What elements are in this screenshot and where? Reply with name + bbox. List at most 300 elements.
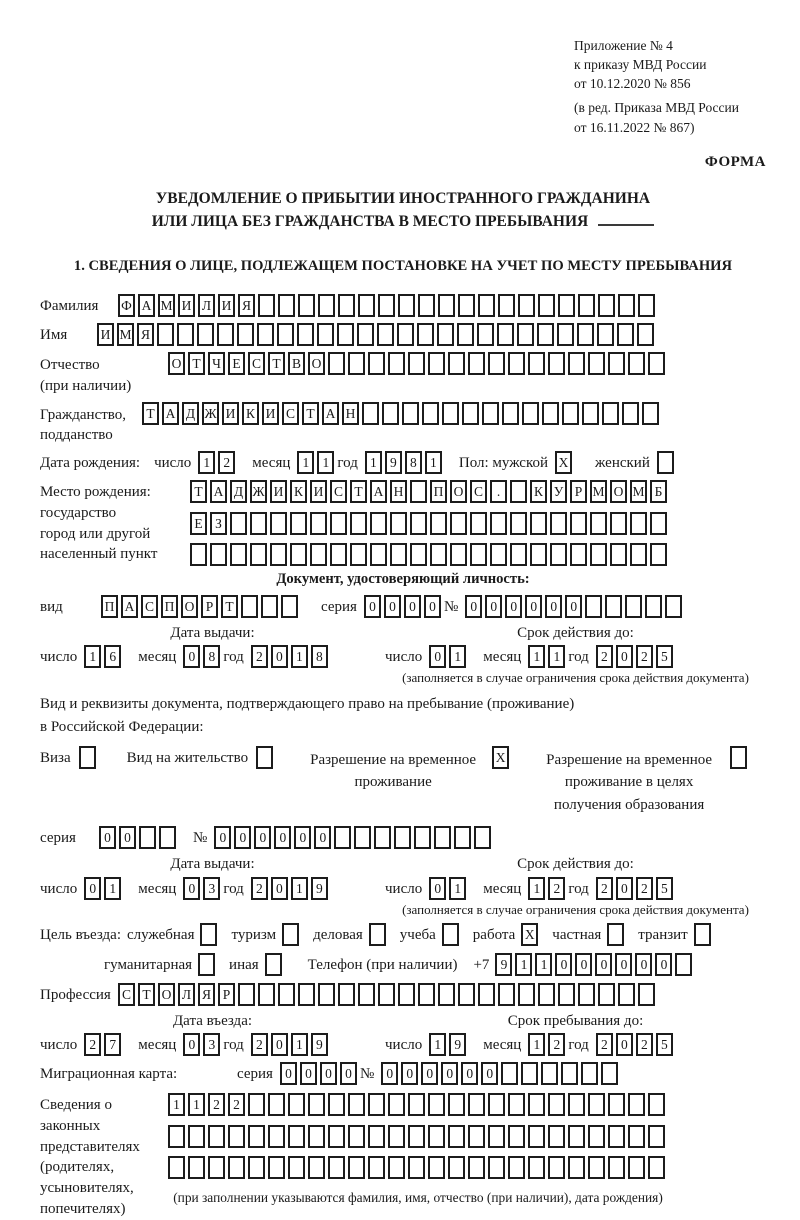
char-box[interactable]: Ж bbox=[202, 402, 219, 425]
char-box[interactable]: Р bbox=[218, 983, 235, 1006]
char-box[interactable] bbox=[648, 1156, 665, 1179]
char-box[interactable] bbox=[557, 323, 574, 346]
char-box[interactable] bbox=[588, 1125, 605, 1148]
char-box[interactable] bbox=[374, 826, 391, 849]
char-box[interactable]: 0 bbox=[271, 1033, 288, 1056]
char-box[interactable]: 0 bbox=[525, 595, 542, 618]
char-box[interactable]: 0 bbox=[183, 1033, 200, 1056]
char-box[interactable] bbox=[607, 923, 624, 946]
char-box[interactable]: 0 bbox=[616, 877, 633, 900]
char-box[interactable] bbox=[530, 512, 547, 535]
char-box[interactable] bbox=[568, 1125, 585, 1148]
char-box[interactable] bbox=[317, 323, 334, 346]
char-box[interactable]: 1 bbox=[449, 645, 466, 668]
char-box[interactable]: 0 bbox=[274, 826, 291, 849]
char-box[interactable] bbox=[410, 480, 427, 503]
char-box[interactable] bbox=[200, 923, 217, 946]
char-box[interactable]: 0 bbox=[320, 1062, 337, 1085]
char-box[interactable] bbox=[410, 512, 427, 535]
char-box[interactable]: 2 bbox=[636, 645, 653, 668]
char-box[interactable] bbox=[548, 1125, 565, 1148]
char-box[interactable]: 0 bbox=[481, 1062, 498, 1085]
char-box[interactable] bbox=[197, 323, 214, 346]
char-box[interactable] bbox=[598, 983, 615, 1006]
char-box[interactable]: Т bbox=[190, 480, 207, 503]
char-box[interactable]: 1 bbox=[291, 877, 308, 900]
char-box[interactable] bbox=[348, 352, 365, 375]
char-box[interactable] bbox=[250, 543, 267, 566]
char-box[interactable] bbox=[588, 352, 605, 375]
char-box[interactable] bbox=[428, 1093, 445, 1116]
char-box[interactable]: 8 bbox=[203, 645, 220, 668]
char-box[interactable]: 9 bbox=[495, 953, 512, 976]
char-box[interactable]: К bbox=[290, 480, 307, 503]
char-box[interactable] bbox=[241, 595, 258, 618]
char-box[interactable]: 0 bbox=[485, 595, 502, 618]
char-box[interactable]: Е bbox=[190, 512, 207, 535]
char-box[interactable] bbox=[650, 543, 667, 566]
char-box[interactable] bbox=[318, 983, 335, 1006]
char-box[interactable] bbox=[188, 1125, 205, 1148]
char-box[interactable] bbox=[510, 480, 527, 503]
char-box[interactable]: 1 bbox=[528, 1033, 545, 1056]
char-box[interactable]: У bbox=[550, 480, 567, 503]
char-box[interactable]: С bbox=[118, 983, 135, 1006]
char-box[interactable] bbox=[598, 294, 615, 317]
char-box[interactable] bbox=[362, 402, 379, 425]
char-box[interactable] bbox=[448, 352, 465, 375]
char-box[interactable] bbox=[488, 352, 505, 375]
char-box[interactable]: 5 bbox=[656, 645, 673, 668]
char-box[interactable] bbox=[388, 352, 405, 375]
char-box[interactable] bbox=[608, 1156, 625, 1179]
char-box[interactable]: А bbox=[138, 294, 155, 317]
char-box[interactable] bbox=[468, 1156, 485, 1179]
char-box[interactable]: А bbox=[162, 402, 179, 425]
char-box[interactable]: И bbox=[310, 480, 327, 503]
char-box[interactable] bbox=[508, 352, 525, 375]
char-box[interactable]: 0 bbox=[384, 595, 401, 618]
char-box[interactable]: Я bbox=[238, 294, 255, 317]
char-box[interactable]: 1 bbox=[198, 451, 215, 474]
char-box[interactable]: Т bbox=[221, 595, 238, 618]
char-box[interactable] bbox=[198, 953, 215, 976]
char-box[interactable]: С bbox=[470, 480, 487, 503]
char-box[interactable] bbox=[398, 294, 415, 317]
char-box[interactable]: 0 bbox=[616, 645, 633, 668]
char-box[interactable]: X bbox=[492, 746, 509, 769]
char-box[interactable] bbox=[139, 826, 156, 849]
char-box[interactable] bbox=[581, 1062, 598, 1085]
char-box[interactable]: И bbox=[270, 480, 287, 503]
char-box[interactable] bbox=[528, 1156, 545, 1179]
char-box[interactable]: 0 bbox=[555, 953, 572, 976]
char-box[interactable]: 2 bbox=[84, 1033, 101, 1056]
char-box[interactable] bbox=[388, 1125, 405, 1148]
char-box[interactable]: И bbox=[97, 323, 114, 346]
char-box[interactable]: 0 bbox=[565, 595, 582, 618]
char-box[interactable]: Б bbox=[650, 480, 667, 503]
char-box[interactable] bbox=[278, 294, 295, 317]
char-box[interactable]: 1 bbox=[429, 1033, 446, 1056]
char-box[interactable] bbox=[258, 983, 275, 1006]
char-box[interactable] bbox=[434, 826, 451, 849]
char-box[interactable] bbox=[268, 1093, 285, 1116]
char-box[interactable]: 2 bbox=[208, 1093, 225, 1116]
char-box[interactable]: Е bbox=[228, 352, 245, 375]
char-box[interactable] bbox=[390, 512, 407, 535]
char-box[interactable]: А bbox=[121, 595, 138, 618]
char-box[interactable]: 2 bbox=[636, 1033, 653, 1056]
char-box[interactable] bbox=[638, 983, 655, 1006]
char-box[interactable] bbox=[438, 294, 455, 317]
char-box[interactable]: Л bbox=[178, 983, 195, 1006]
char-box[interactable] bbox=[428, 1156, 445, 1179]
char-box[interactable] bbox=[665, 595, 682, 618]
char-box[interactable] bbox=[468, 352, 485, 375]
char-box[interactable] bbox=[528, 352, 545, 375]
char-box[interactable] bbox=[237, 323, 254, 346]
char-box[interactable]: 2 bbox=[251, 877, 268, 900]
char-box[interactable]: 1 bbox=[528, 645, 545, 668]
char-box[interactable] bbox=[501, 1062, 518, 1085]
char-box[interactable]: 0 bbox=[300, 1062, 317, 1085]
char-box[interactable] bbox=[585, 595, 602, 618]
char-box[interactable]: О bbox=[610, 480, 627, 503]
char-box[interactable] bbox=[414, 826, 431, 849]
char-box[interactable] bbox=[238, 983, 255, 1006]
char-box[interactable] bbox=[328, 1125, 345, 1148]
char-box[interactable]: С bbox=[141, 595, 158, 618]
char-box[interactable]: 0 bbox=[401, 1062, 418, 1085]
char-box[interactable]: Ф bbox=[118, 294, 135, 317]
char-box[interactable] bbox=[548, 1093, 565, 1116]
char-box[interactable]: 3 bbox=[203, 877, 220, 900]
char-box[interactable] bbox=[510, 512, 527, 535]
char-box[interactable] bbox=[370, 512, 387, 535]
char-box[interactable]: О bbox=[181, 595, 198, 618]
char-box[interactable] bbox=[474, 826, 491, 849]
char-box[interactable]: В bbox=[288, 352, 305, 375]
char-box[interactable] bbox=[610, 543, 627, 566]
char-box[interactable]: 8 bbox=[405, 451, 422, 474]
char-box[interactable] bbox=[630, 512, 647, 535]
char-box[interactable] bbox=[477, 323, 494, 346]
char-box[interactable] bbox=[408, 1125, 425, 1148]
char-box[interactable] bbox=[541, 1062, 558, 1085]
char-box[interactable] bbox=[570, 543, 587, 566]
char-box[interactable] bbox=[588, 1156, 605, 1179]
char-box[interactable]: 2 bbox=[251, 645, 268, 668]
char-box[interactable] bbox=[430, 512, 447, 535]
char-box[interactable] bbox=[377, 323, 394, 346]
char-box[interactable]: 6 bbox=[104, 645, 121, 668]
char-box[interactable]: 9 bbox=[385, 451, 402, 474]
char-box[interactable] bbox=[250, 512, 267, 535]
char-box[interactable]: 0 bbox=[595, 953, 612, 976]
char-box[interactable] bbox=[568, 352, 585, 375]
char-box[interactable]: С bbox=[248, 352, 265, 375]
char-box[interactable] bbox=[217, 323, 234, 346]
char-box[interactable] bbox=[645, 595, 662, 618]
char-box[interactable] bbox=[488, 1156, 505, 1179]
char-box[interactable]: 1 bbox=[168, 1093, 185, 1116]
char-box[interactable] bbox=[675, 953, 692, 976]
char-box[interactable] bbox=[648, 352, 665, 375]
char-box[interactable]: 1 bbox=[449, 877, 466, 900]
char-box[interactable] bbox=[168, 1156, 185, 1179]
char-box[interactable]: 0 bbox=[429, 877, 446, 900]
char-box[interactable] bbox=[538, 294, 555, 317]
char-box[interactable] bbox=[448, 1093, 465, 1116]
char-box[interactable]: А bbox=[322, 402, 339, 425]
char-box[interactable] bbox=[418, 983, 435, 1006]
char-box[interactable] bbox=[657, 451, 674, 474]
char-box[interactable]: 0 bbox=[271, 877, 288, 900]
char-box[interactable]: 1 bbox=[515, 953, 532, 976]
char-box[interactable] bbox=[159, 826, 176, 849]
char-box[interactable] bbox=[522, 402, 539, 425]
char-box[interactable] bbox=[290, 543, 307, 566]
char-box[interactable] bbox=[508, 1156, 525, 1179]
char-box[interactable] bbox=[642, 402, 659, 425]
char-box[interactable] bbox=[608, 352, 625, 375]
char-box[interactable]: 0 bbox=[441, 1062, 458, 1085]
char-box[interactable] bbox=[256, 746, 273, 769]
char-box[interactable] bbox=[288, 1125, 305, 1148]
char-box[interactable] bbox=[638, 294, 655, 317]
char-box[interactable] bbox=[610, 512, 627, 535]
char-box[interactable]: X bbox=[521, 923, 538, 946]
char-box[interactable] bbox=[558, 294, 575, 317]
char-box[interactable] bbox=[568, 1093, 585, 1116]
char-box[interactable] bbox=[337, 323, 354, 346]
char-box[interactable]: 0 bbox=[294, 826, 311, 849]
char-box[interactable] bbox=[448, 1125, 465, 1148]
char-box[interactable]: 0 bbox=[465, 595, 482, 618]
char-box[interactable] bbox=[458, 983, 475, 1006]
char-box[interactable]: Я bbox=[198, 983, 215, 1006]
char-box[interactable]: 2 bbox=[596, 1033, 613, 1056]
char-box[interactable]: 0 bbox=[381, 1062, 398, 1085]
char-box[interactable]: И bbox=[178, 294, 195, 317]
char-box[interactable]: П bbox=[430, 480, 447, 503]
char-box[interactable]: 0 bbox=[84, 877, 101, 900]
char-box[interactable] bbox=[548, 1156, 565, 1179]
char-box[interactable]: 0 bbox=[183, 645, 200, 668]
char-box[interactable]: Т bbox=[188, 352, 205, 375]
char-box[interactable] bbox=[482, 402, 499, 425]
char-box[interactable] bbox=[462, 402, 479, 425]
char-box[interactable] bbox=[637, 323, 654, 346]
char-box[interactable]: С bbox=[330, 480, 347, 503]
char-box[interactable] bbox=[261, 595, 278, 618]
char-box[interactable] bbox=[618, 983, 635, 1006]
char-box[interactable]: 5 bbox=[656, 877, 673, 900]
char-box[interactable] bbox=[542, 402, 559, 425]
char-box[interactable] bbox=[590, 543, 607, 566]
char-box[interactable] bbox=[348, 1125, 365, 1148]
char-box[interactable]: З bbox=[210, 512, 227, 535]
char-box[interactable]: О bbox=[308, 352, 325, 375]
char-box[interactable]: 0 bbox=[615, 953, 632, 976]
char-box[interactable] bbox=[694, 923, 711, 946]
char-box[interactable]: X bbox=[555, 451, 572, 474]
char-box[interactable]: А bbox=[210, 480, 227, 503]
char-box[interactable] bbox=[428, 1125, 445, 1148]
char-box[interactable] bbox=[578, 294, 595, 317]
char-box[interactable] bbox=[605, 595, 622, 618]
char-box[interactable] bbox=[490, 543, 507, 566]
char-box[interactable] bbox=[601, 1062, 618, 1085]
char-box[interactable]: А bbox=[370, 480, 387, 503]
char-box[interactable]: Т bbox=[302, 402, 319, 425]
char-box[interactable] bbox=[248, 1125, 265, 1148]
char-box[interactable]: 1 bbox=[528, 877, 545, 900]
char-box[interactable] bbox=[388, 1156, 405, 1179]
char-box[interactable] bbox=[630, 543, 647, 566]
char-box[interactable]: 0 bbox=[616, 1033, 633, 1056]
char-box[interactable]: Т bbox=[142, 402, 159, 425]
char-box[interactable] bbox=[518, 294, 535, 317]
char-box[interactable] bbox=[450, 543, 467, 566]
char-box[interactable] bbox=[308, 1156, 325, 1179]
char-box[interactable] bbox=[468, 1125, 485, 1148]
char-box[interactable] bbox=[468, 1093, 485, 1116]
char-box[interactable] bbox=[282, 923, 299, 946]
char-box[interactable] bbox=[398, 983, 415, 1006]
char-box[interactable] bbox=[268, 1156, 285, 1179]
char-box[interactable] bbox=[390, 543, 407, 566]
char-box[interactable] bbox=[330, 512, 347, 535]
char-box[interactable]: 0 bbox=[314, 826, 331, 849]
char-box[interactable] bbox=[208, 1156, 225, 1179]
char-box[interactable] bbox=[470, 512, 487, 535]
char-box[interactable] bbox=[310, 512, 327, 535]
char-box[interactable] bbox=[628, 352, 645, 375]
char-box[interactable] bbox=[328, 1093, 345, 1116]
char-box[interactable] bbox=[457, 323, 474, 346]
char-box[interactable]: 0 bbox=[271, 645, 288, 668]
char-box[interactable] bbox=[210, 543, 227, 566]
char-box[interactable] bbox=[410, 543, 427, 566]
char-box[interactable] bbox=[394, 826, 411, 849]
char-box[interactable] bbox=[277, 323, 294, 346]
char-box[interactable] bbox=[650, 512, 667, 535]
char-box[interactable]: М bbox=[117, 323, 134, 346]
char-box[interactable]: . bbox=[490, 480, 507, 503]
char-box[interactable] bbox=[502, 402, 519, 425]
char-box[interactable]: 9 bbox=[311, 1033, 328, 1056]
char-box[interactable]: 1 bbox=[365, 451, 382, 474]
char-box[interactable] bbox=[308, 1125, 325, 1148]
char-box[interactable] bbox=[338, 983, 355, 1006]
char-box[interactable]: 0 bbox=[505, 595, 522, 618]
char-box[interactable] bbox=[558, 983, 575, 1006]
char-box[interactable] bbox=[278, 983, 295, 1006]
char-box[interactable] bbox=[608, 1125, 625, 1148]
char-box[interactable] bbox=[288, 1093, 305, 1116]
char-box[interactable]: 1 bbox=[297, 451, 314, 474]
char-box[interactable]: Н bbox=[342, 402, 359, 425]
char-box[interactable] bbox=[550, 543, 567, 566]
char-box[interactable] bbox=[488, 1093, 505, 1116]
char-box[interactable] bbox=[348, 1156, 365, 1179]
char-box[interactable]: О bbox=[168, 352, 185, 375]
char-box[interactable]: М bbox=[158, 294, 175, 317]
char-box[interactable]: Д bbox=[230, 480, 247, 503]
char-box[interactable] bbox=[338, 294, 355, 317]
char-box[interactable]: 2 bbox=[548, 877, 565, 900]
char-box[interactable] bbox=[508, 1093, 525, 1116]
char-box[interactable] bbox=[328, 352, 345, 375]
char-box[interactable]: 0 bbox=[254, 826, 271, 849]
char-box[interactable]: 0 bbox=[280, 1062, 297, 1085]
char-box[interactable] bbox=[490, 512, 507, 535]
char-box[interactable] bbox=[622, 402, 639, 425]
char-box[interactable] bbox=[561, 1062, 578, 1085]
char-box[interactable] bbox=[402, 402, 419, 425]
char-box[interactable] bbox=[350, 543, 367, 566]
char-box[interactable] bbox=[308, 1093, 325, 1116]
char-box[interactable] bbox=[521, 1062, 538, 1085]
char-box[interactable] bbox=[378, 983, 395, 1006]
char-box[interactable]: 9 bbox=[311, 877, 328, 900]
char-box[interactable] bbox=[230, 512, 247, 535]
char-box[interactable]: 9 bbox=[449, 1033, 466, 1056]
char-box[interactable]: Т bbox=[268, 352, 285, 375]
char-box[interactable] bbox=[488, 1125, 505, 1148]
char-box[interactable] bbox=[470, 543, 487, 566]
char-box[interactable]: С bbox=[282, 402, 299, 425]
char-box[interactable] bbox=[582, 402, 599, 425]
char-box[interactable] bbox=[318, 294, 335, 317]
char-box[interactable] bbox=[442, 402, 459, 425]
char-box[interactable]: 0 bbox=[424, 595, 441, 618]
char-box[interactable]: 0 bbox=[429, 645, 446, 668]
char-box[interactable]: 1 bbox=[317, 451, 334, 474]
char-box[interactable] bbox=[577, 323, 594, 346]
char-box[interactable]: 0 bbox=[183, 877, 200, 900]
char-box[interactable] bbox=[328, 1156, 345, 1179]
char-box[interactable] bbox=[730, 746, 747, 769]
char-box[interactable]: 2 bbox=[548, 1033, 565, 1056]
char-box[interactable] bbox=[190, 543, 207, 566]
char-box[interactable] bbox=[297, 323, 314, 346]
char-box[interactable]: 0 bbox=[214, 826, 231, 849]
char-box[interactable]: 8 bbox=[311, 645, 328, 668]
char-box[interactable]: Т bbox=[138, 983, 155, 1006]
char-box[interactable] bbox=[437, 323, 454, 346]
char-box[interactable] bbox=[228, 1156, 245, 1179]
char-box[interactable]: Ч bbox=[208, 352, 225, 375]
char-box[interactable]: 3 bbox=[203, 1033, 220, 1056]
char-box[interactable] bbox=[270, 512, 287, 535]
char-box[interactable] bbox=[168, 1125, 185, 1148]
char-box[interactable] bbox=[230, 543, 247, 566]
char-box[interactable]: 1 bbox=[188, 1093, 205, 1116]
char-box[interactable]: 7 bbox=[104, 1033, 121, 1056]
char-box[interactable] bbox=[422, 402, 439, 425]
char-box[interactable] bbox=[408, 1093, 425, 1116]
char-box[interactable]: П bbox=[161, 595, 178, 618]
char-box[interactable]: 0 bbox=[404, 595, 421, 618]
char-box[interactable] bbox=[458, 294, 475, 317]
char-box[interactable] bbox=[510, 543, 527, 566]
char-box[interactable] bbox=[548, 352, 565, 375]
char-box[interactable] bbox=[478, 294, 495, 317]
char-box[interactable]: 1 bbox=[291, 645, 308, 668]
